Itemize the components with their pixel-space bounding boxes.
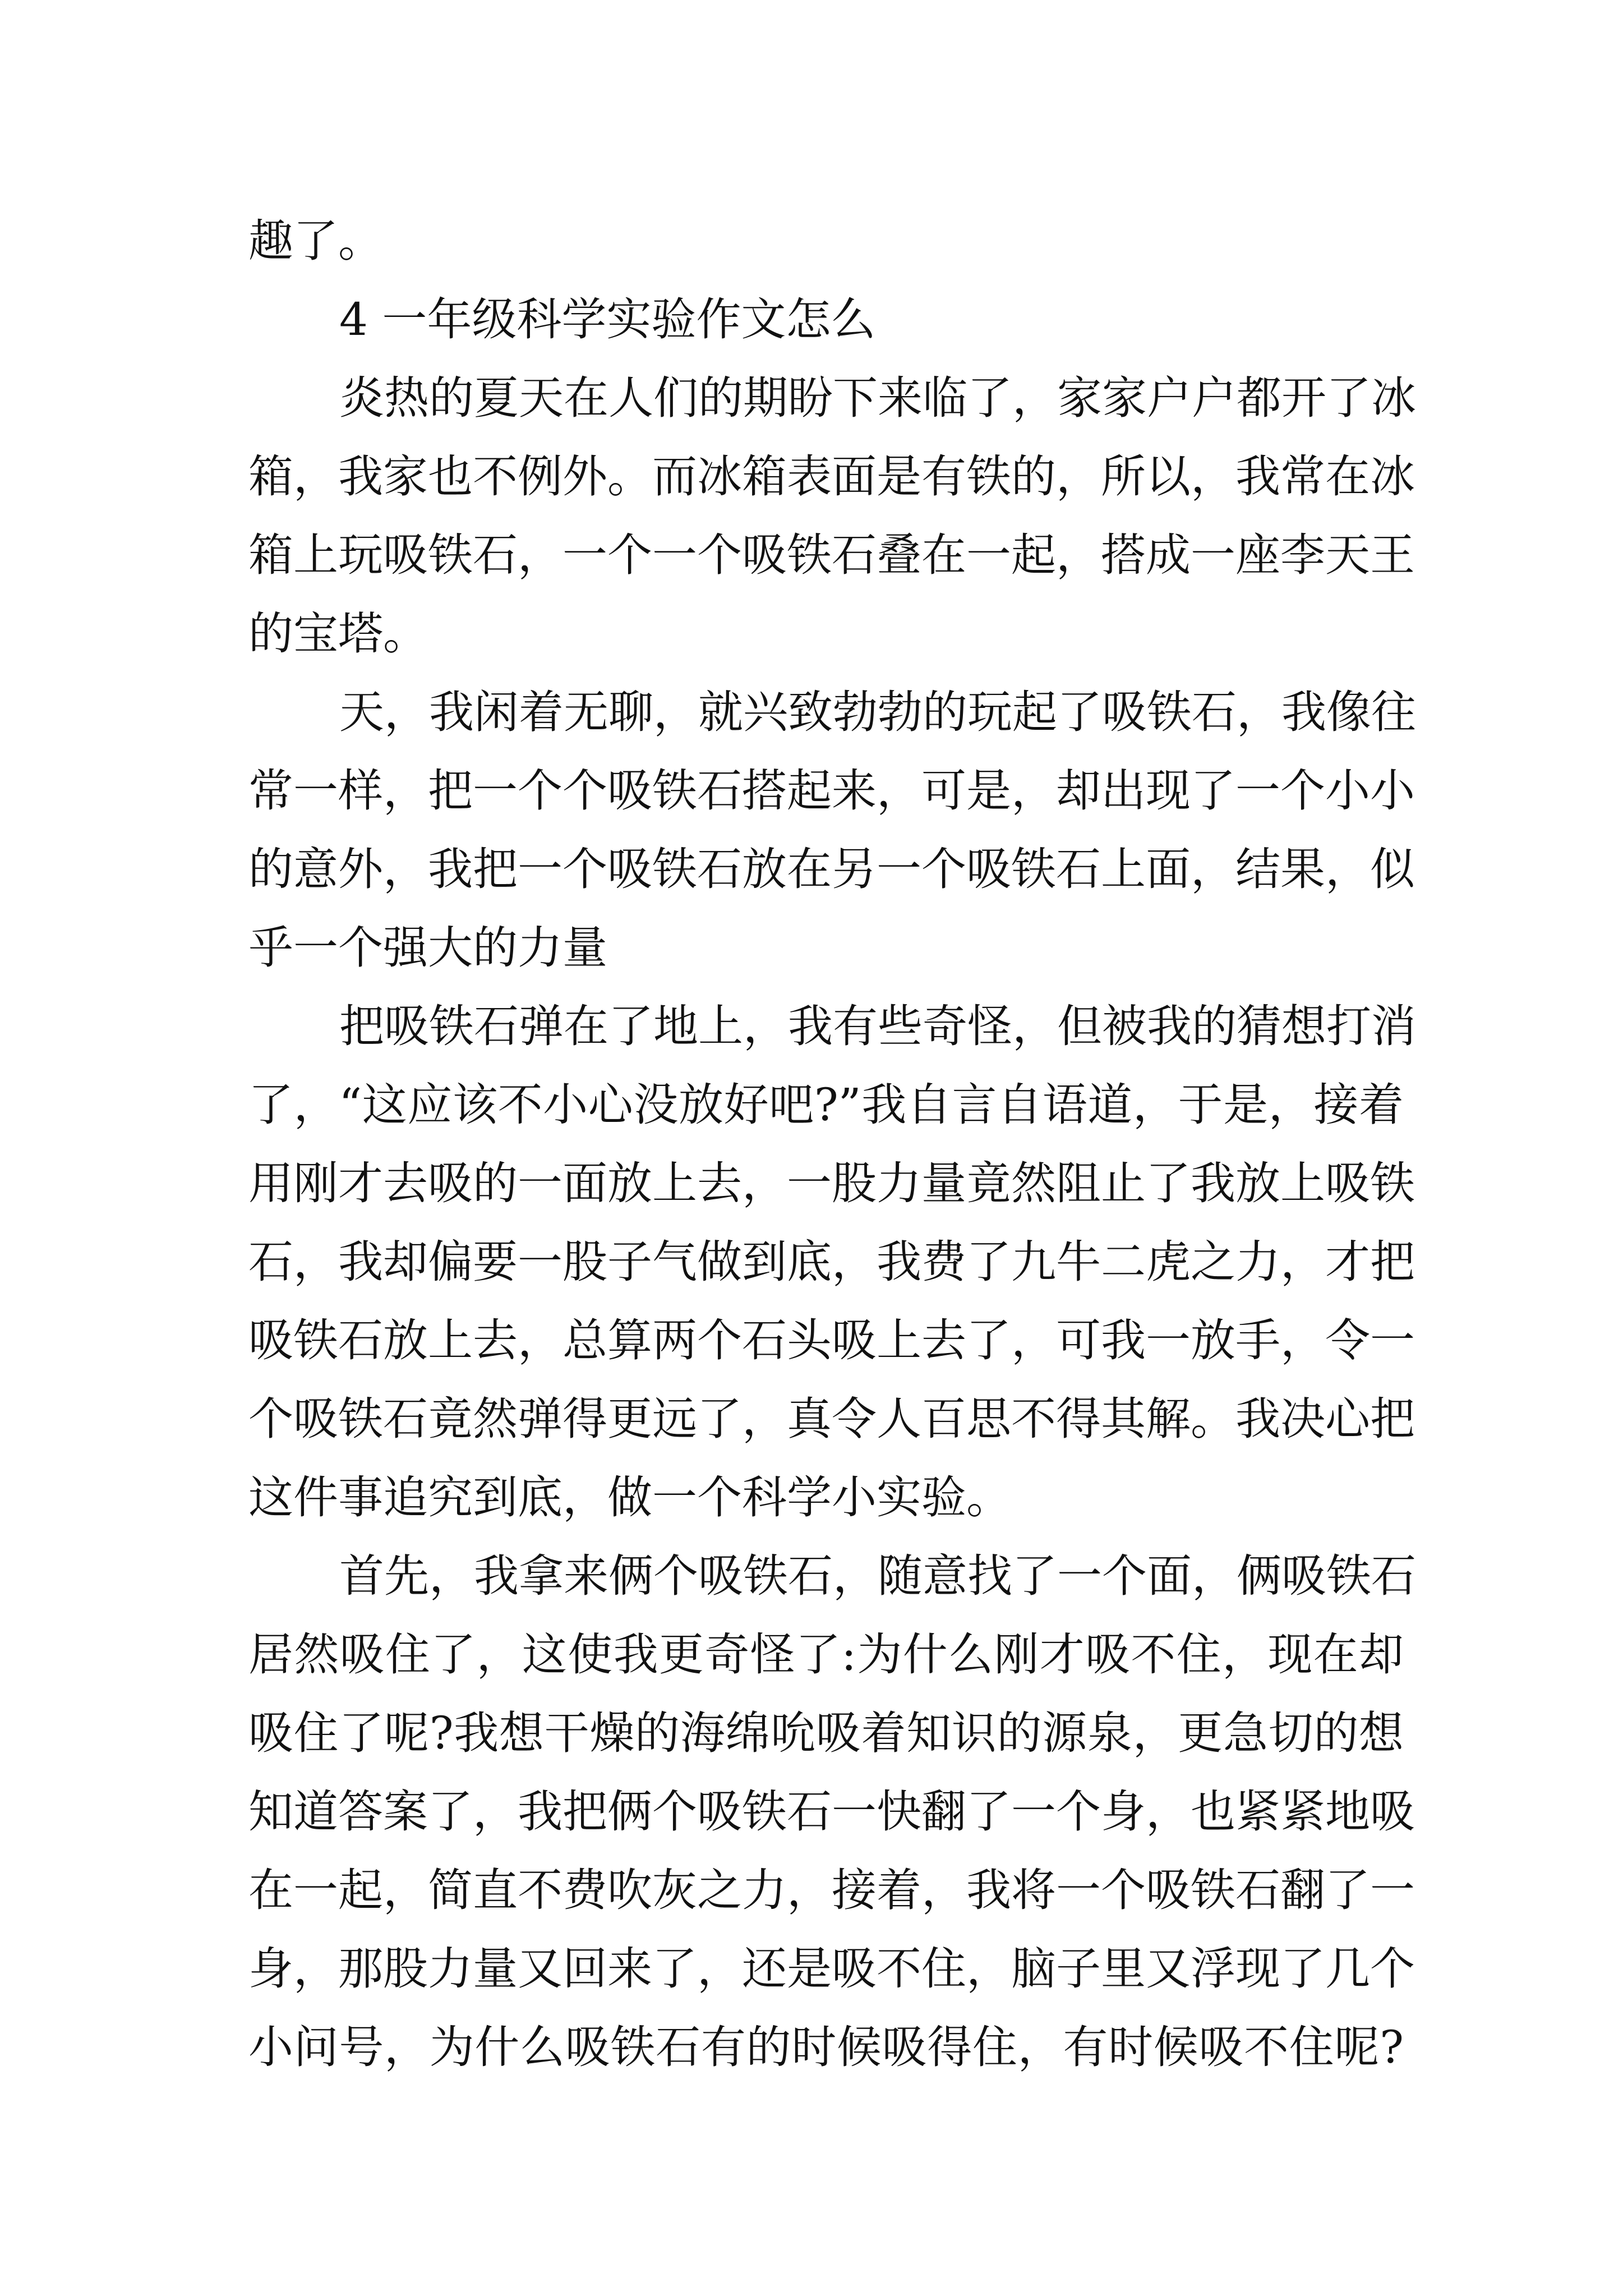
text-line: 首先，我拿来俩个吸铁石，随意找了一个面，俩吸铁石 bbox=[339, 1550, 1416, 1602]
text-line: 箱上玩吸铁石，一个一个吸铁石叠在一起，搭成一座李天王 bbox=[248, 529, 1415, 581]
text-line: 吸住了呢?我想干燥的海绵吮吸着知识的源泉，更急切的想 bbox=[248, 1707, 1404, 1759]
section-heading: 4 一年级科学实验作文怎么 bbox=[339, 293, 876, 346]
text-line: 把吸铁石弹在了地上，我有些奇怪，但被我的猜想打消 bbox=[339, 1000, 1416, 1052]
text-line: 的意外，我把一个吸铁石放在另一个吸铁石上面，结果，似 bbox=[248, 843, 1415, 895]
text-line: 居然吸住了，这使我更奇怪了:为什么刚才吸不住，现在却 bbox=[248, 1628, 1404, 1681]
text-line: 趣了。 bbox=[248, 215, 383, 267]
text-line: 用刚才去吸的一面放上去，一股力量竟然阻止了我放上吸铁 bbox=[248, 1157, 1415, 1209]
text-line: 知道答案了，我把俩个吸铁石一快翻了一个身，也紧紧地吸 bbox=[248, 1786, 1415, 1838]
text-line: 炎热的夏天在人们的期盼下来临了，家家户户都开了冰 bbox=[339, 372, 1416, 424]
text-line: 天，我闲着无聊，就兴致勃勃的玩起了吸铁石，我像往 bbox=[339, 686, 1416, 738]
text-line: 常一样，把一个个吸铁石搭起来，可是，却出现了一个小小 bbox=[248, 765, 1415, 817]
text-line: 了，“这应该不小心没放好吧?”我自言自语道，于是，接着 bbox=[248, 1079, 1404, 1131]
text-line: 石，我却偏要一股子气做到底，我费了九牛二虎之力，才把 bbox=[248, 1236, 1415, 1288]
text-line: 个吸铁石竟然弹得更远了，真令人百思不得其解。我决心把 bbox=[248, 1393, 1415, 1445]
text-line: 乎一个强大的力量 bbox=[248, 922, 607, 974]
text-line: 箱，我家也不例外。而冰箱表面是有铁的，所以，我常在冰 bbox=[248, 450, 1415, 503]
text-line: 身，那股力量又回来了，还是吸不住，脑子里又浮现了几个 bbox=[248, 1943, 1415, 1995]
text-line: 小问号，为什么吸铁石有的时候吸得住，有时候吸不住呢? bbox=[248, 2021, 1404, 2073]
text-line: 这件事追究到底，做一个科学小实验。 bbox=[248, 1471, 1011, 1524]
text-line: 吸铁石放上去，总算两个石头吸上去了，可我一放手，令一 bbox=[248, 1314, 1415, 1366]
text-line: 在一起，简直不费吹灰之力，接着，我将一个吸铁石翻了一 bbox=[248, 1864, 1415, 1916]
text-line: 的宝塔。 bbox=[248, 608, 428, 660]
